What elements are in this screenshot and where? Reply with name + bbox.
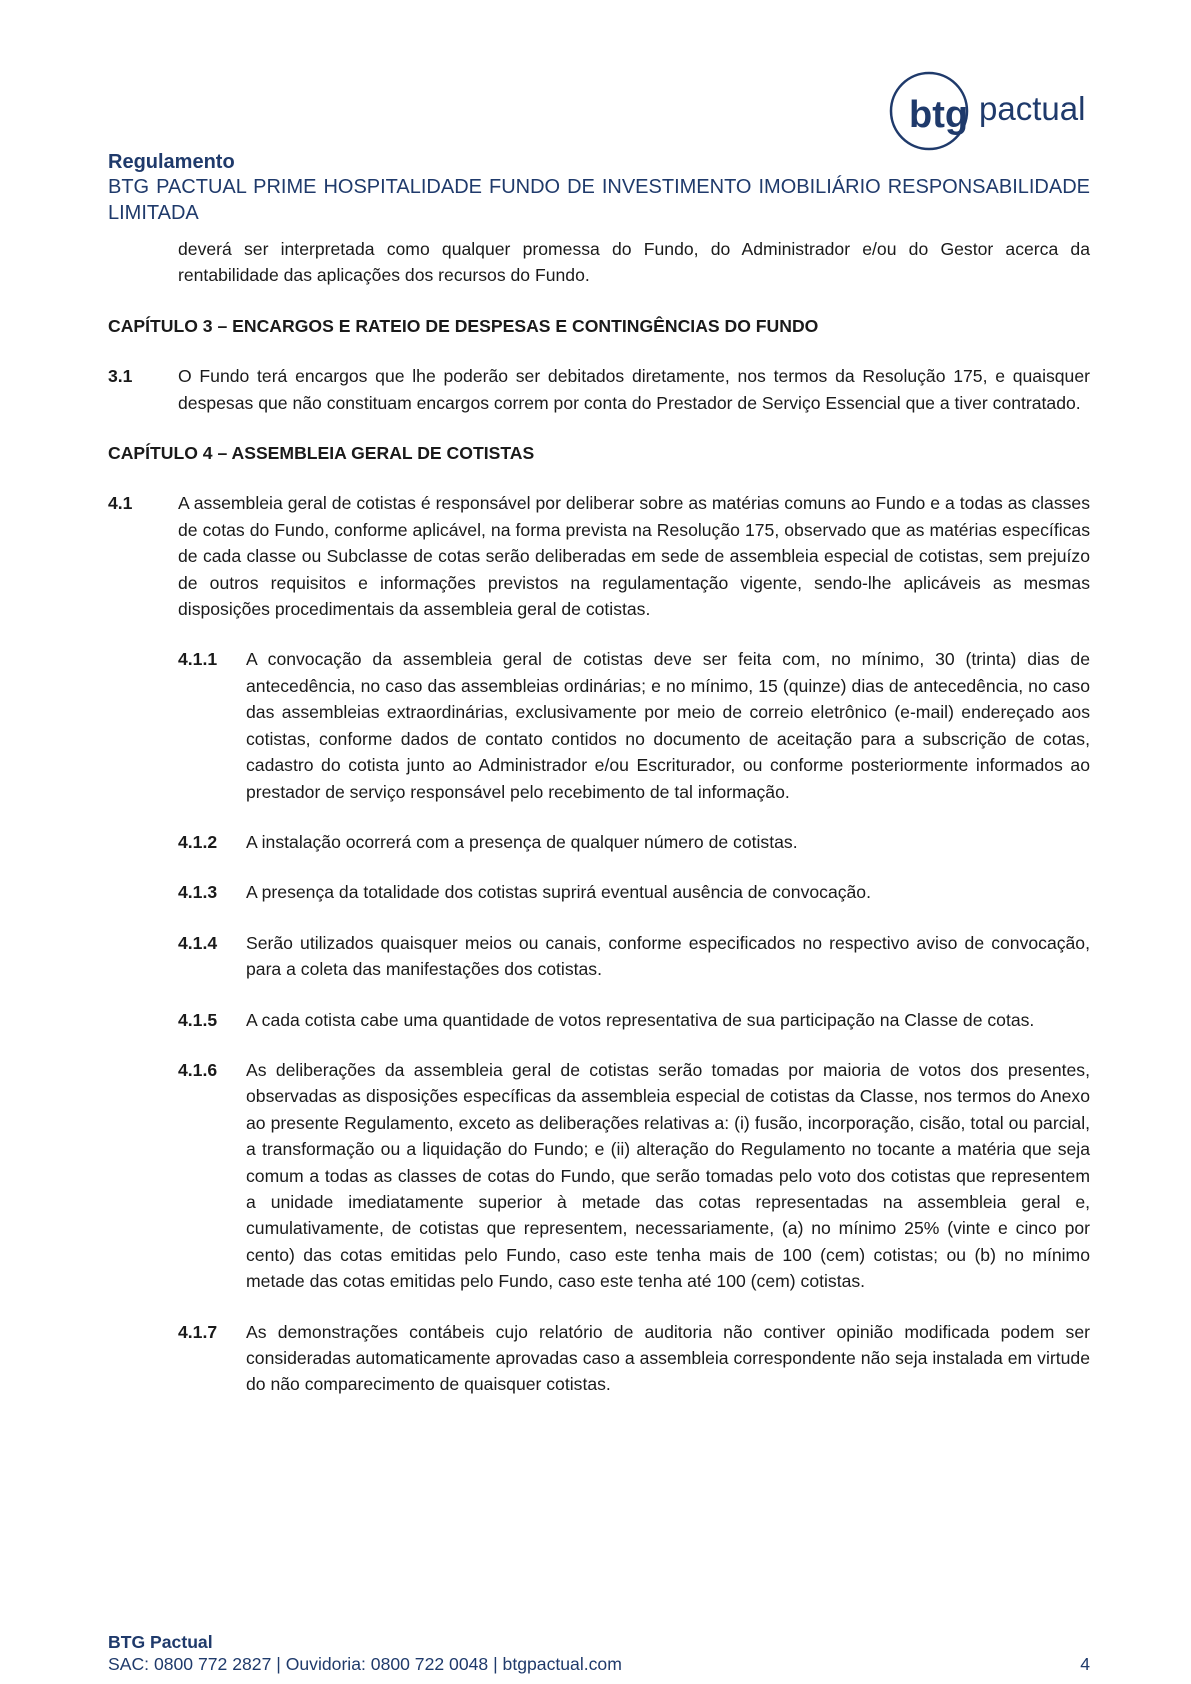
clause-text: A assembleia geral de cotistas é responsável por deliberar sobre as matérias comuns ao Fundo e a todas as classes de cotas do Fundo, conforme aplicável, na forma prevista na Resolução 175, observado que as matérias específicas de cada classe ou Subclasse de cotas serão deliberadas em sede de assembleia especial de cotistas, sem prejuízo de outros requisitos e informações previstos na regulamentação vigente, sendo-lhe aplicáveis as mesmas disposições procedimentais da assembleia geral de cotistas. — [178, 493, 1090, 620]
logo-text-bold: btg — [909, 94, 969, 136]
clause-4-1-2 — [178, 829, 1090, 855]
fund-name: BTG PACTUAL PRIME HOSPITALIDADE FUNDO DE INVESTIMENTO IMOBILIÁRIO RESPONSABILIDADE LIMITADA — [108, 176, 1090, 224]
subclause-number: 4.1.5 — [178, 1009, 218, 1030]
document-body — [108, 236, 1090, 1398]
subclause-number: 4.1.3 — [178, 882, 218, 903]
subclause-number: 4.1.1 — [178, 649, 218, 670]
clause-number: 4.1 — [108, 493, 133, 514]
clause-4-1-7 — [178, 1319, 1090, 1398]
chapter-4-title: CAPÍTULO 4 – ASSEMBLEIA GERAL DE COTISTAS — [108, 443, 535, 464]
clause-text: O Fundo terá encargos que lhe poderão ser debitados diretamente, nos termos da Resolução 175, e quaisquer despesas que não constituam encargos correm por conta do Prestador de Serviço Essencial que a tiver contratado. — [178, 366, 1090, 413]
logo-text-light: pactual — [979, 90, 1086, 127]
subclause-text: A cada cotista cabe uma quantidade de votos representativa de sua participação na Classe de cotas. — [246, 1009, 1035, 1030]
btg-pactual-logo — [888, 70, 1093, 152]
continuation-paragraph: deverá ser interpretada como qualquer promessa do Fundo, do Administrador e/ou do Gestor acerca da rentabilidade das aplicações dos recursos do Fundo. — [178, 239, 1090, 286]
clause-number: 3.1 — [108, 366, 133, 387]
subclause-number: 4.1.2 — [178, 831, 218, 852]
footer-contact: SAC: 0800 772 2827 | Ouvidoria: 0800 722 0048 | btgpactual.com — [108, 1654, 622, 1674]
subclause-text: As deliberações da assembleia geral de cotistas serão tomadas por maioria de votos dos presentes, observadas as disposições específicas da assembleia especial de cotistas da Classe, nos termos do Anexo ao presente Regulamento, exceto as deliberações relativas a: (i) fusão, incorporação, cisão, total ou parcial, a transformação ou a liquidação do Fundo; e (ii) alteração do Regulamento no tocante a matéria que seja comum a todas as classes de cotas do Fundo, que serão tomadas pelo voto dos cotistas que representem a unidade imediatamente superior à metade das cotas representadas na assembleia geral e, cumulativamente, de cotistas que representem, necessariamente, (a) no mínimo 25% (vinte e cinco por cento) das cotas emitidas pelo Fundo, caso este tenha mais de 100 (cem) cotistas; ou (b) no mínimo metade das cotas emitidas pelo Fundo, caso este tenha até 100 (cem) cotistas. — [246, 1059, 1090, 1292]
clause-4-1 — [108, 490, 1090, 622]
chapter-3-title: CAPÍTULO 3 – ENCARGOS E RATEIO DE DESPESAS E CONTINGÊNCIAS DO FUNDO — [108, 315, 819, 336]
document-header — [108, 150, 1090, 226]
subclause-text: A presença da totalidade dos cotistas suprirá eventual ausência de convocação. — [246, 882, 871, 903]
clause-4-1-4 — [178, 930, 1090, 983]
subclause-number: 4.1.6 — [178, 1059, 218, 1080]
clause-4-1-6 — [178, 1057, 1090, 1295]
subclause-number: 4.1.7 — [178, 1321, 218, 1342]
clause-4-1-3 — [178, 879, 1090, 905]
subclause-number: 4.1.4 — [178, 932, 218, 953]
subclause-text: Serão utilizados quaisquer meios ou canais, conforme especificados no respectivo aviso de convocação, para a coleta das manifestações dos cotistas. — [246, 932, 1090, 980]
page-number: 4 — [1080, 1654, 1090, 1674]
clause-4-1-5 — [178, 1007, 1090, 1033]
page-footer — [108, 1631, 1090, 1675]
footer-title: BTG Pactual — [108, 1632, 213, 1652]
document-type: Regulamento — [108, 151, 235, 173]
logo-graphic — [888, 70, 1093, 152]
subclause-text: A instalação ocorrerá com a presença de qualquer número de cotistas. — [246, 831, 798, 852]
subclause-text: As demonstrações contábeis cujo relatório de auditoria não contiver opinião modificada podem ser consideradas automaticamente aprovadas caso a assembleia correspondente não seja instalada em virtude do não comparecimento de quaisquer cotistas. — [246, 1321, 1090, 1395]
subclause-text: A convocação da assembleia geral de cotistas deve ser feita com, no mínimo, 30 (trinta) dias de antecedência, no caso das assembleias ordinárias; e no mínimo, 15 (quinze) dias de antecedência, no caso das assembleias extraordinárias, exclusivamente por meio de correio eletrônico (e-mail) endereçado aos cotistas, conforme dados de contato contidos no documento de aceitação para a subscrição de cotas, cadastro do cotista junto ao Administrador e/ou Escriturador, ou conforme posteriormente informados ao prestador de serviço responsável pelo recebimento de tal informação. — [246, 649, 1090, 802]
clause-3-1 — [108, 363, 1090, 416]
clause-4-1-1 — [178, 646, 1090, 804]
